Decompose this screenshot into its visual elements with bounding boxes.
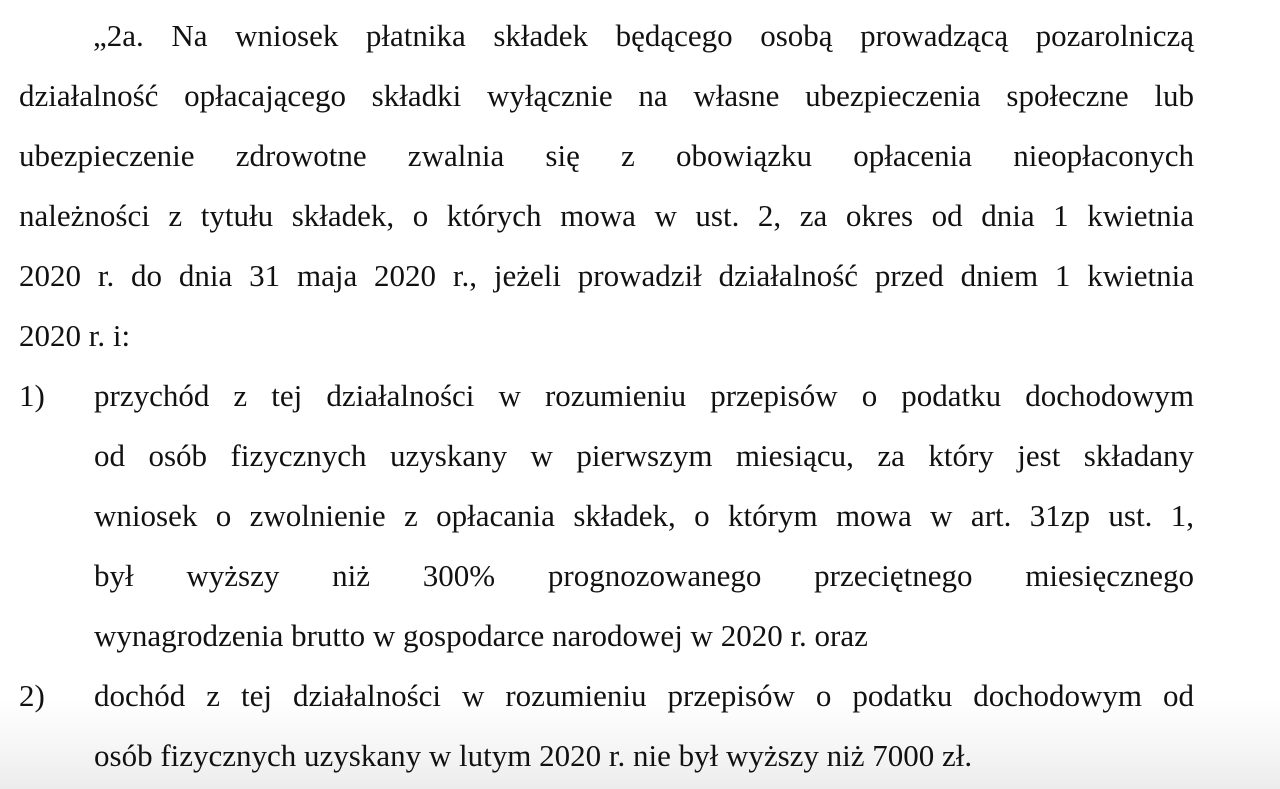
paragraph-line: należności z tytułu składek, o których mowa w ust. 2, za okres od dnia 1 kwietnia xyxy=(19,198,1194,233)
paragraph-line: działalność opłacającego składki wyłącznie na własne ubezpieczenia społeczne lub xyxy=(19,78,1194,113)
paragraph-line: „2a. Na wniosek płatnika składek będącego osobą prowadzącą pozarolniczą xyxy=(93,18,1194,53)
point-line: od osób fizycznych uzyskany w pierwszym miesiącu, za który jest składany xyxy=(94,438,1194,473)
paragraph-line: ubezpieczenie zdrowotne zwalnia się z obowiązku opłacenia nieopłaconych xyxy=(19,138,1194,173)
point-line: wniosek o zwolnienie z opłacania składek, o którym mowa w art. 31zp ust. 1, xyxy=(94,498,1194,533)
point-line: był wyższy niż 300% prognozowanego przeciętnego miesięcznego xyxy=(94,558,1194,593)
point-number: 1) xyxy=(19,378,45,413)
point-number: 2) xyxy=(19,678,45,713)
paragraph-line: 2020 r. do dnia 31 maja 2020 r., jeżeli prowadził działalność przed dniem 1 kwietnia xyxy=(19,258,1194,293)
point-line: przychód z tej działalności w rozumieniu przepisów o podatku dochodowym xyxy=(94,378,1194,413)
paragraph-line: 2020 r. i: xyxy=(19,318,131,353)
point-line: wynagrodzenia brutto w gospodarce narodowej w 2020 r. oraz xyxy=(94,618,868,653)
point-line: dochód z tej działalności w rozumieniu przepisów o podatku dochodowym od xyxy=(94,678,1194,713)
point-line: osób fizycznych uzyskany w lutym 2020 r. nie był wyższy niż 7000 zł. xyxy=(94,738,973,773)
